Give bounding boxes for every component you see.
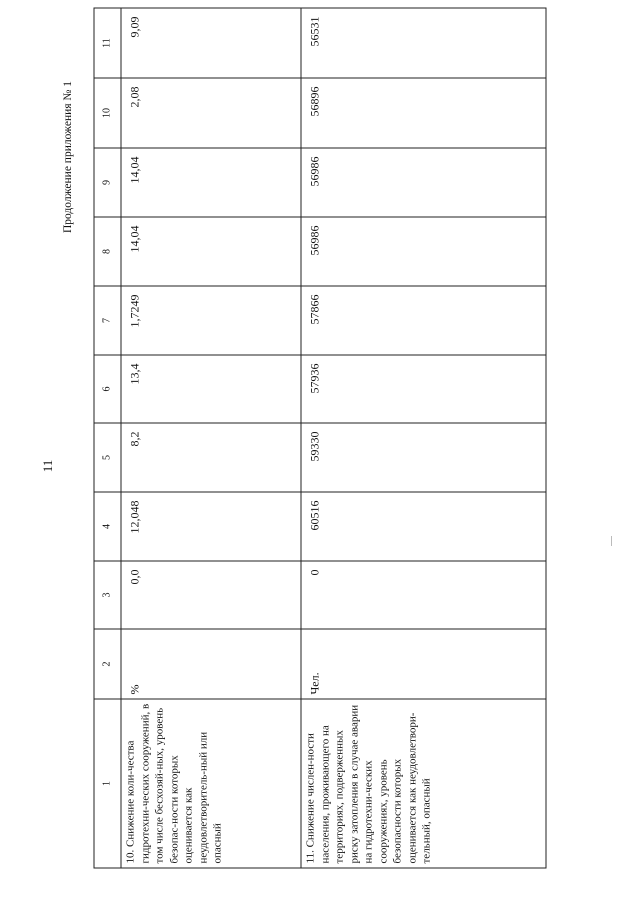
indicator-name: 11. Снижение числен-ности населения, проживающего на территориях, подверженных риску затопления в случае аварии на гидротехни-ческих сооружениях, уровень безопасности которых оценивается как неудовлетвори-тельный, опасный <box>301 699 546 868</box>
indicator-name: 10. Снижение коли-чества гидротехни-ческих сооружений, в том числе бесхозяй-ных, уровень безопас-ности которых оценивается как неудовлетворитель-ный или опасный <box>121 699 301 868</box>
header-cell: 9 <box>94 148 121 217</box>
value-cell: 57936 <box>301 355 546 423</box>
value-cell: 14,04 <box>121 217 301 286</box>
header-cell: 5 <box>94 423 121 492</box>
page-number: 11 <box>40 459 55 473</box>
value-cell: 56986 <box>301 148 546 217</box>
header-cell: 11 <box>94 8 121 78</box>
value-cell: 59330 <box>301 423 546 492</box>
unit-cell: Чел. <box>301 629 546 699</box>
value-cell: 13,4 <box>121 355 301 423</box>
data-table-frame <box>93 16 546 868</box>
value-cell: 2,08 <box>121 78 301 148</box>
value-cell: 60516 <box>301 492 546 561</box>
header-cell: 6 <box>94 355 121 423</box>
value-cell: 0,0 <box>121 561 301 629</box>
value-cell: 0 <box>301 561 546 629</box>
header-cell: 8 <box>94 217 121 286</box>
value-cell: 56986 <box>301 217 546 286</box>
header-cell: 7 <box>94 286 121 355</box>
table-header-row <box>94 8 121 868</box>
value-cell: 56896 <box>301 78 546 148</box>
scan-mark <box>611 536 612 546</box>
table-row <box>301 8 546 868</box>
header-cell: 3 <box>94 561 121 629</box>
value-cell: 57866 <box>301 286 546 355</box>
value-cell: 12,048 <box>121 492 301 561</box>
header-cell: 10 <box>94 78 121 148</box>
value-cell: 14,04 <box>121 148 301 217</box>
data-table-rotated <box>93 16 546 868</box>
header-cell: 2 <box>94 629 121 699</box>
continuation-label: Продолжение приложения № 1 <box>62 80 74 234</box>
value-cell: 1,7249 <box>121 286 301 355</box>
table-row <box>121 8 301 868</box>
value-cell: 8,2 <box>121 423 301 492</box>
value-cell: 56531 <box>301 8 546 78</box>
header-cell: 1 <box>94 699 121 868</box>
header-cell: 4 <box>94 492 121 561</box>
unit-cell: % <box>121 629 301 699</box>
data-table <box>93 7 546 868</box>
value-cell: 9,09 <box>121 8 301 78</box>
